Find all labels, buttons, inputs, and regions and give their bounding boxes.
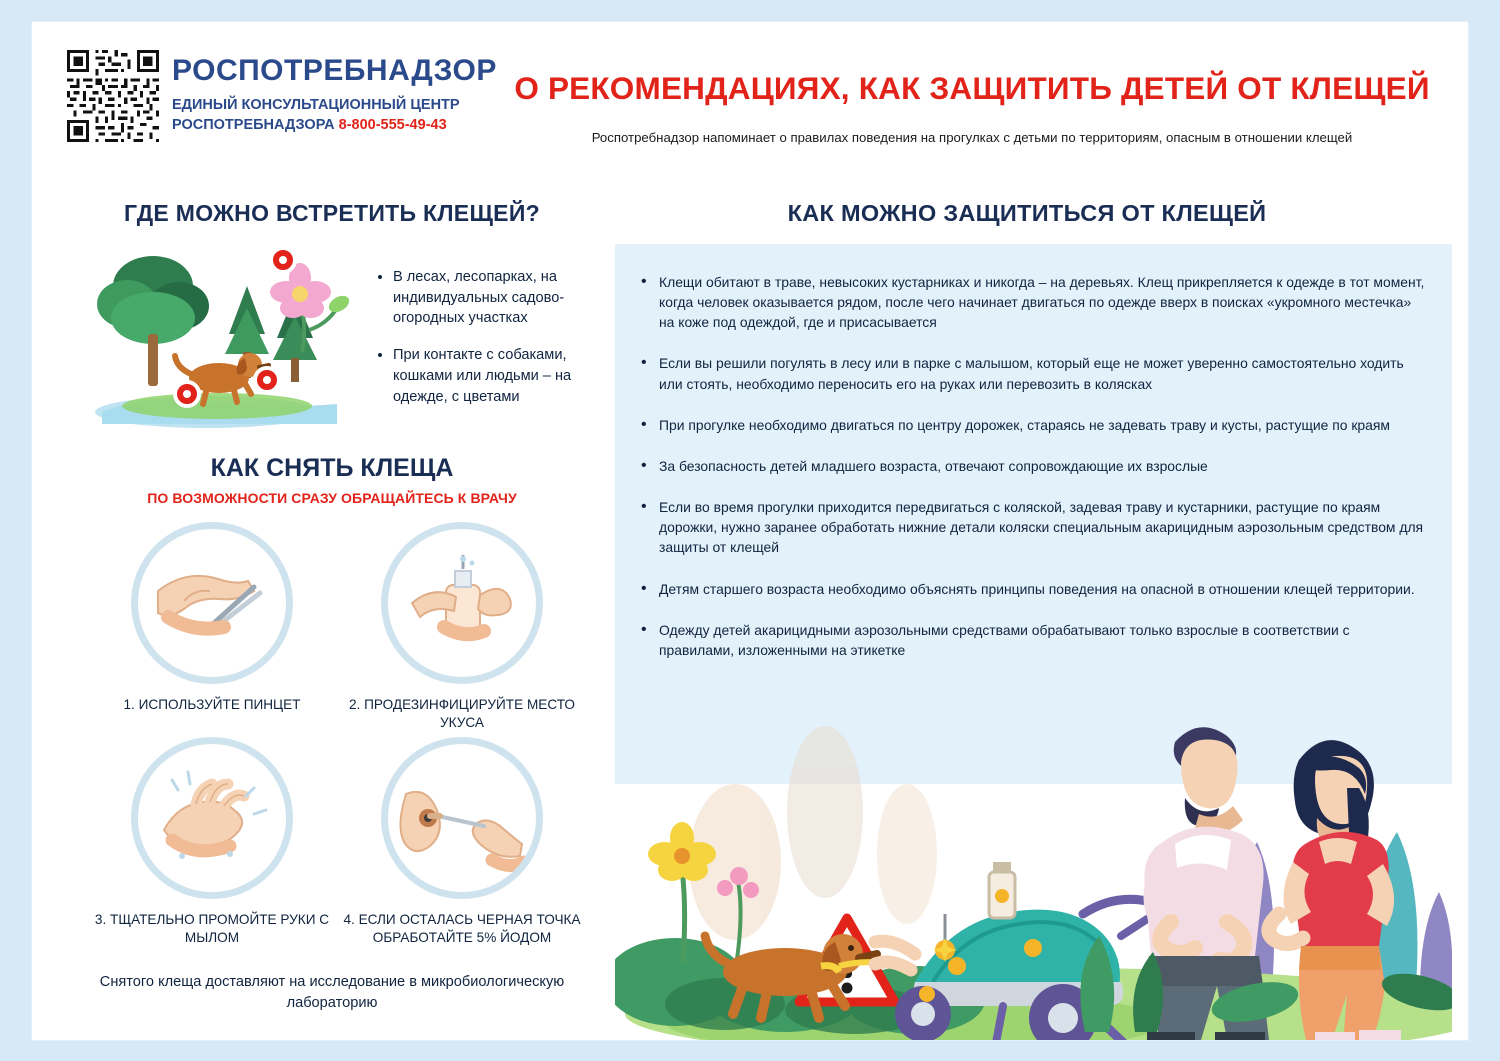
poster-header xyxy=(32,22,1468,172)
step-2-illustration xyxy=(381,522,543,684)
poster xyxy=(32,22,1468,1040)
list-item: • При контакте с собаками, кошками или людьми – на одежде, с цветами xyxy=(393,345,612,407)
lab-footnote: Снятого клеща доставляют на исследование в микробиологическую лабораторию xyxy=(99,974,565,1012)
step-3-illustration xyxy=(131,737,293,899)
brand-name: РОСПОТРЕБНАДЗОР xyxy=(172,54,497,87)
step-2 xyxy=(337,522,587,731)
list-item: • В лесах, лесопарках, на индивидуальных садово-огородных участках xyxy=(393,267,612,329)
step-4 xyxy=(337,737,587,946)
hotline-phone[interactable]: 8-800-555-49-43 xyxy=(338,116,447,133)
step-4-illustration xyxy=(381,737,543,899)
where-bullets xyxy=(377,267,612,423)
list-item: • Одежду детей акарицидными аэрозольными средствами обрабатывают только взрослые в соответствии с правилами, изложенными на этикетке xyxy=(659,620,1426,660)
list-item: • Детям старшего возраста необходимо объяснять принципы поведения на опасной в отношении клещей территории. xyxy=(659,579,1426,599)
list-item: • Клещи обитают в траве, невысоких кустарниках и никогда – на деревьях. Клещ прикрепляется к одежде в тот момент, когда человек оказывается рядом, после чего начинает двигаться по одежде вверх в поисках «укромного местечка» на коже под одеждой, где и присасывается xyxy=(659,272,1426,332)
section-title-remove: КАК СНЯТЬ КЛЕЩА xyxy=(210,454,454,482)
list-item: • Если во время прогулки приходится передвигаться с коляской, задевая траву и кустарники, растущие по краям дорожки, нужно заранее обработать нижние детали коляски специальным акарицидным аэрозольным средством для защиты от клещей xyxy=(659,497,1426,557)
qr-code-icon xyxy=(67,50,159,142)
list-item: • Если вы решили погулять в лесу или в парке с малышом, который еще не может уверенно самостоятельно ходить или стоять, необходимо переносить его на руках или перевозить в колясках xyxy=(659,353,1426,393)
step-1-illustration xyxy=(131,522,293,684)
forest-illustration xyxy=(87,234,357,434)
step-3-caption: 3. ТЩАТЕЛЬНО ПРОМОЙТЕ РУКИ С МЫЛОМ xyxy=(94,912,330,945)
list-item: • За безопасность детей младшего возраста, отвечают сопровождающие их взрослые xyxy=(659,456,1426,476)
section-title-where: ГДЕ МОЖНО ВСТРЕТИТЬ КЛЕЩЕЙ? xyxy=(123,200,541,226)
step-2-caption: 2. ПРОДЕЗИНФИЦИРУЙТЕ МЕСТО УКУСА xyxy=(349,697,575,730)
page-subtitle: Роспотребнадзор напоминает о правилах поведения на прогулках с детьми по территориям, опасным в отношении клещей xyxy=(591,130,1353,145)
brand-sub-line2: РОСПОТРЕБНАДЗОРА xyxy=(172,116,335,133)
step-1-caption: 1. ИСПОЛЬЗУЙТЕ ПИНЦЕТ xyxy=(123,697,301,712)
section-title-protect: КАК МОЖНО ЗАЩИТИТЬСЯ ОТ КЛЕЩЕЙ xyxy=(787,200,1267,226)
step-1 xyxy=(87,522,337,714)
remove-subtitle: ПО ВОЗМОЖНОСТИ СРАЗУ ОБРАЩАЙТЕСЬ К ВРАЧУ xyxy=(147,490,517,506)
brand-block xyxy=(172,54,497,135)
list-item: • При прогулке необходимо двигаться по центру дорожек, стараясь не задевать траву и кусты, растущие по краям xyxy=(659,415,1426,435)
page-title: О РЕКОМЕНДАЦИЯХ, КАК ЗАЩИТИТЬ ДЕТЕЙ ОТ КЛЕЩЕЙ xyxy=(514,70,1430,106)
step-3 xyxy=(87,737,337,946)
brand-subtitle xyxy=(172,96,497,135)
family-walk-illustration xyxy=(615,562,1452,1040)
brand-sub-line1: ЕДИНЫЙ КОНСУЛЬТАЦИОННЫЙ ЦЕНТР xyxy=(172,97,460,113)
step-4-caption: 4. ЕСЛИ ОСТАЛАСЬ ЧЕРНАЯ ТОЧКА ОБРАБОТАЙТЕ 5% ЙОДОМ xyxy=(343,912,581,945)
